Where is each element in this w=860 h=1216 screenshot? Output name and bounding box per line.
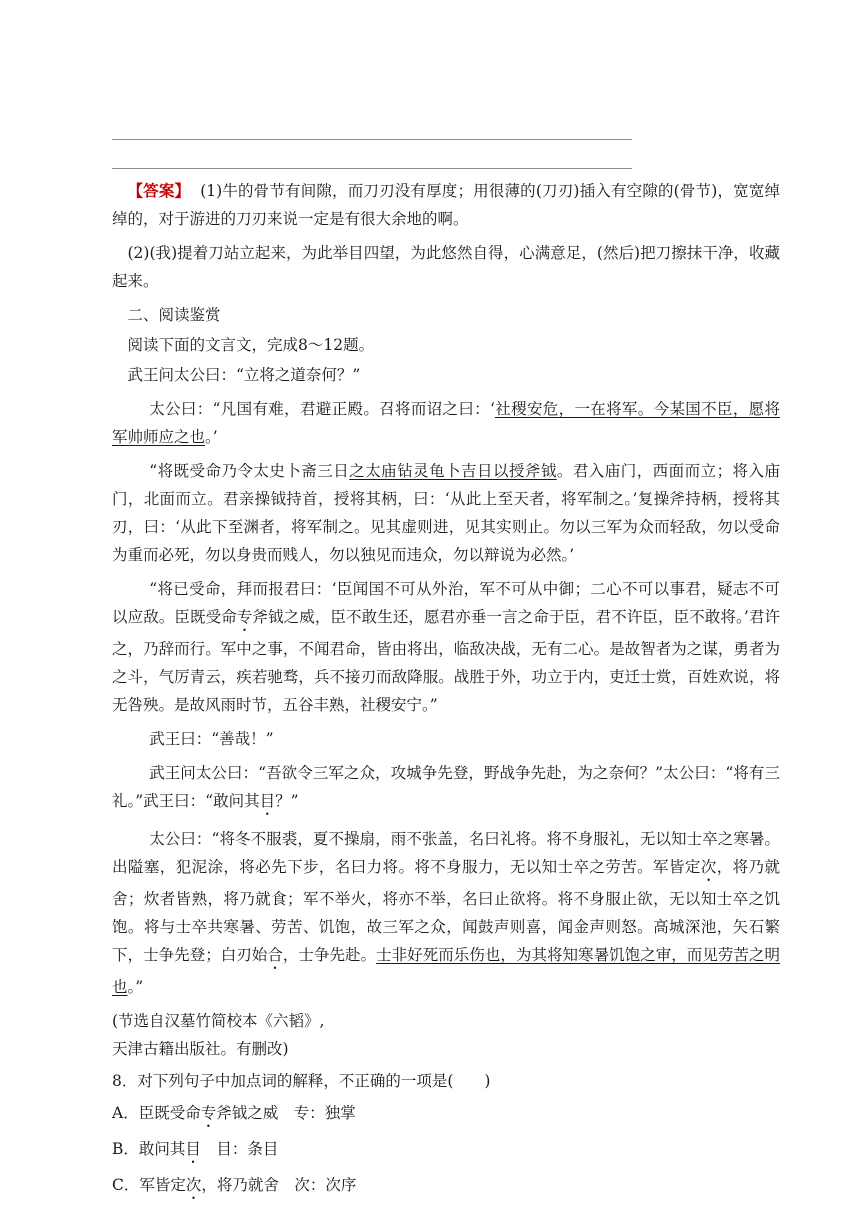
question-8-stem: 8．对下列句子中加点词的解释，不正确的一项是( ): [112, 1072, 491, 1090]
source-line-1: (节选自汉墓竹简校本《六韬》,: [112, 1012, 325, 1030]
underlined-sentence: 之太庙钻灵龟卜吉日以授斧钺: [349, 462, 557, 480]
section-instruction: 阅读下面的文言文，完成8～12题。: [127, 336, 375, 354]
dotted-word: 合: [267, 946, 283, 964]
source-line-2: 天津古籍出版社。有删改): [112, 1040, 289, 1058]
answer-paragraph-1: [112, 177, 780, 233]
question-option-c: [112, 1171, 780, 1203]
passage-text: “将已受命，拜而报君曰：‘臣闻国不可从外治，军不可从中御；二心不可以事君，疑志不可以应敌。臣既受命: [112, 580, 780, 626]
passage-text: 。’: [205, 428, 218, 446]
option-text: 斧钺之威 专：独掌: [216, 1104, 356, 1122]
dotted-word: 专: [236, 608, 253, 626]
passage-paragraph-5: 武王曰：“善哉！”: [149, 730, 274, 748]
dotted-word: 次: [700, 858, 717, 876]
passage-paragraph-4: [112, 575, 780, 719]
passage-text: 斧钺之威，臣不敢生还，愿君亦垂一言之命于臣，君不许臣，臣不敢将。’君许之，乃辞而行。军中之事，不闻君命，皆由将出，临敌决战，无有二心。是故智者为之谋，勇者为之斗，气厉青云，疾若驰骛，兵不接刃而敌降服。战胜于外，功立于内，吏迁士赏，百姓欢说，将无咎殃。是故风雨时节，五谷丰熟，社稷安宁。”: [112, 608, 780, 714]
question-option-b: [112, 1135, 780, 1167]
document-body: [112, 177, 780, 1203]
passage-text: “将既受命乃令太史卜斋三日: [149, 462, 350, 480]
option-text: ，将乃就舍 次：次序: [201, 1176, 357, 1194]
answer-tag: 【答案】: [127, 181, 191, 200]
passage-text: ，将乃就舍；炊者皆熟，将乃就食；军不举火，将亦不举，名曰止欲将。将不身服止欲，无以知士卒之饥饱。将与士卒共寒暑、劳苦、饥饱，故三军之众，闻鼓声则喜，闻金声则怒。高城深池，矢石繁下，士争先登；白刃始: [112, 858, 780, 964]
passage-text: 太公曰：“将冬不服裘，夏不操扇，雨不张盖，名曰礼将。将不身服礼，无以知士卒之寒暑。出隘塞，犯泥涂，将必先下步，名曰力将。将不身服力，无以知士卒之劳苦。军皆定: [112, 830, 780, 876]
answer-blank-line-1: [112, 139, 632, 140]
dotted-word: 次: [185, 1176, 202, 1194]
dotted-word: 专: [200, 1104, 217, 1122]
passage-text: 。君入庙门，西面而立；将入庙门，北面而立。君亲操钺持首，授将其柄，曰：‘从此上至天者，将军制之。’复操斧持柄，授将其刃，曰：‘从此下至渊者，将军制之。见其虚则进，见其实则止。勿以三军为众而轻敌，勿以受命为重而必死，勿以身贵而贱人，勿以独见而违众，勿以辩说为必然。’: [112, 462, 780, 564]
answer-blank-line-2: [112, 168, 632, 169]
answer-paragraph-2: (2)(我)提着刀站立起来，为此举目四望，为此悠然自得，心满意足，(然后)把刀擦抹干净，收藏起来。: [112, 244, 780, 290]
passage-paragraph-2: [112, 395, 780, 451]
dotted-word: 目: [185, 1140, 201, 1158]
question-option-a: [112, 1099, 780, 1131]
underlined-sentence: 士非好死而乐伤也，为其将知寒暑饥饱之审，而见劳苦之明也: [112, 946, 780, 996]
section-heading: 二、阅读鉴赏: [127, 306, 221, 324]
passage-paragraph-7: [112, 825, 780, 1001]
option-text: 目：条目: [200, 1140, 279, 1158]
passage-paragraph-1: 武王问太公曰：“立将之道奈何？”: [127, 366, 361, 384]
option-text: B．敢问其: [112, 1140, 186, 1158]
passage-text: 武王问太公曰：“吾欲令三军之众，攻城争先登，野战争先赴，为之奈何？”太公曰：“将有三礼。”武王曰：“敢问其: [112, 764, 780, 810]
option-text: C．军皆定: [112, 1176, 186, 1194]
underlined-sentence: 社稷安危，一在将军。今某国不臣，愿将军帅师应之也: [112, 400, 780, 446]
passage-paragraph-6: [112, 759, 780, 819]
answer-1-text: (1)牛的骨节有间隙，而刀刃没有厚度；用很薄的(刀刃)插入有空隙的(骨节)，宽宽绰绰的，对于游进的刀刃来说一定是有很大余地的啊。: [112, 182, 780, 228]
passage-text: ？”: [275, 792, 299, 810]
passage-text: 。”: [127, 978, 144, 996]
passage-text: ，士争先赴。: [282, 946, 377, 964]
passage-text: 太公曰：“凡国有难，君避正殿。召将而诏之曰：‘: [149, 400, 495, 418]
dotted-word: 目: [259, 792, 276, 810]
option-text: A．臣既受命: [112, 1104, 201, 1122]
passage-paragraph-3: [112, 457, 780, 569]
